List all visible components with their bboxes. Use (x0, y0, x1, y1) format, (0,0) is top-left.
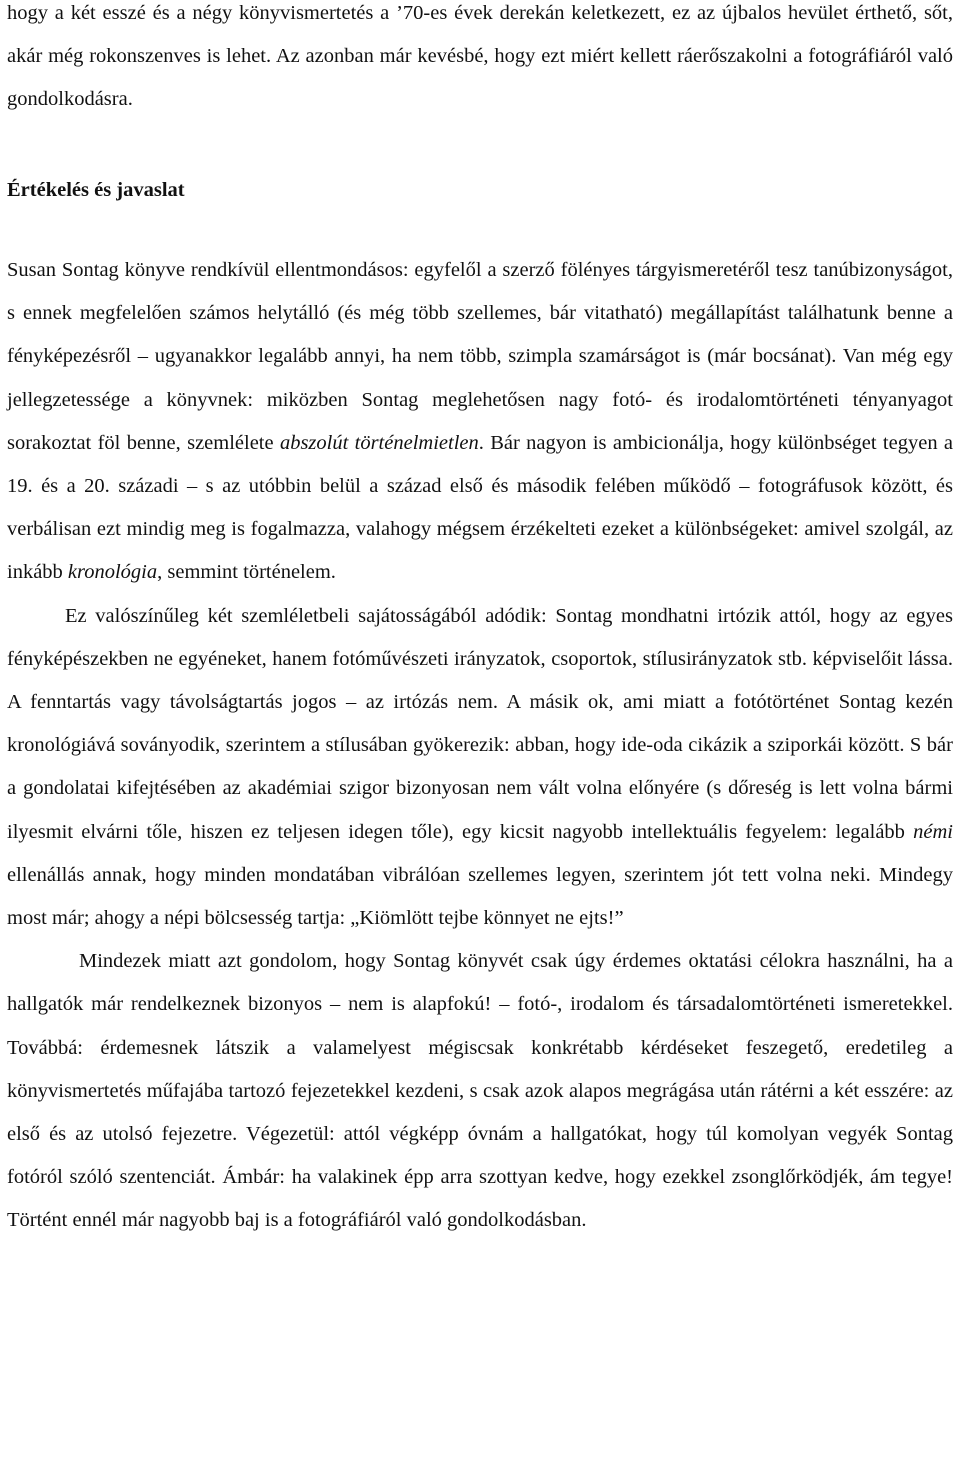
intro-paragraph: hogy a két esszé és a négy könyvismertetés a ’70-es évek derekán keletkezett, ez az újbalos hevület érthető, sőt, akár még rokonszenves is lehet. Az azonban már kevésbé, hogy ezt miért kellett ráerőszakolni a fotográfiáról való gondolkodásra. (7, 2, 953, 110)
paragraph-2-text-a: Ez valószínűleg két szemléletbeli sajátosságából adódik: Sontag mondhatni irtózik attól, hogy az egyes fényképészekben ne egyéneket, hanem fotóművészeti irányzatok, csoportok, stílusirányzatok stb. képviselőit lássa. A fenntartás vagy távolságtartás jogos – az irtózás nem. A másik ok, ami miatt a fotótörténet Sontag kezén kronológiává soványodik, szerintem a stílusában gyökerezik: abban, hogy ide-oda cikázik a sziporkái között. S bár a gondolatai kifejtésében az akadémiai szigor bizonyosan nem vált volna előnyére (s dőreség is lett volna bármi ilyesmit elvárni tőle, hiszen ez teljesen idegen tőle), egy kicsit nagyobb intellektuális fegyelem: legalább (7, 604, 953, 843)
paragraph-2-emphasis-1: némi (913, 820, 953, 843)
paragraph-1 (7, 249, 953, 595)
paragraph-1-emphasis-1: abszolút történelmietlen (279, 431, 479, 454)
paragraph-1-text-c: , semmint történelem. (157, 561, 336, 584)
paragraph-1-text-a: Susan Sontag könyve rendkívül ellentmondásos: egyfelől a szerző fölényes tárgyismeretéről tesz tanúbizonyságot, s ennek megfelelően számos helytálló (és még több szellemes, bár vitatható) megállapítást találhatunk benne a fényképezésről – ugyanakkor legalább annyi, ha nem több, szimpla szamárságot is (már bocsánat). Van még egy jellegzetessége a könyvnek: miközben Sontag meglehetősen nagy fotó- és irodalomtörténeti tényanyagot sorakoztat föl benne, szemlélete (7, 259, 953, 454)
paragraph-2-text-b: ellenállás annak, hogy minden mondatában vibrálóan szellemes legyen, szerintem jót tett volna neki. Mindegy most már; ahogy a népi bölcsesség tartja: „Kiömlött tejbe könnyet ne ejts!” (7, 863, 953, 930)
paragraph-1-text-b: . Bár nagyon is ambicionálja, hogy különbséget tegyen a 19. és a 20. századi – s az utóbbin belül a század első és második felében működő – fotográfusok között, és verbálisan ezt mindig meg is fogalmazza, valahogy mégsem érzékelteti ezeket a különbségeket: amivel szolgál, az inkább (7, 431, 954, 584)
document-page (7, 0, 953, 1243)
section-heading: Értékelés és javaslat (7, 179, 185, 201)
paragraph-1-emphasis-2: kronológia (67, 561, 158, 584)
paragraph-2 (7, 595, 953, 941)
paragraph-3: Mindezek miatt azt gondolom, hogy Sontag könyvét csak úgy érdemes oktatási célokra használni, ha a hallgatók már rendelkeznek bizonyos – nem is alapfokú! – fotó-, irodalom és társadalomtörténeti ismeretekkel. Továbbá: érdemesnek látszik a valamelyest mégiscsak konkrétabb kérdéseket feszegető, eredetileg a könyvismertetés műfajába tartozó fejezetekkel kezdeni, s csak azok alapos megrágása után rátérni a két esszére: az első és az utolsó fejezetre. Végezetül: attól végképp óvnám a hallgatókat, hogy túl komolyan vegyék Sontag fotóról szóló szentenciát. Ámbár: ha valakinek épp arra szottyan kedve, hogy ezekkel zsonglőrködjék, ám tegye! Történt ennél már nagyobb baj is a fotográfiáról való gondolkodásban. (7, 950, 953, 1232)
